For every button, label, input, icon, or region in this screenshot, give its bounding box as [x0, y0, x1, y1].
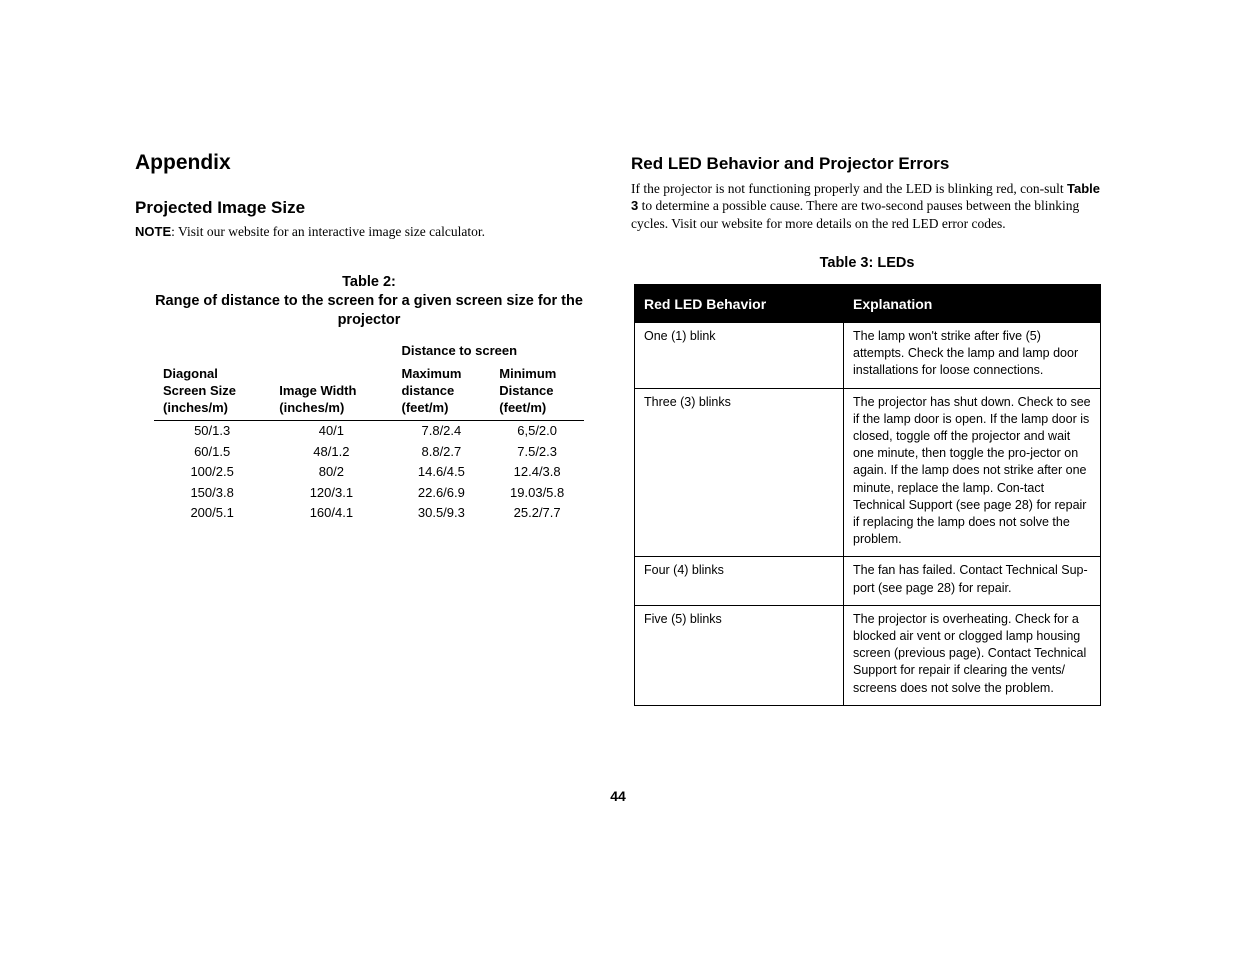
table3-header-explanation: Explanation	[844, 285, 1101, 323]
table2-cell: 200/5.1	[190, 505, 234, 520]
table2-column-header-line: distance	[401, 383, 455, 398]
table2-cell: 40/1	[318, 423, 345, 438]
table2-body	[154, 421, 584, 524]
table-row	[635, 557, 1101, 605]
table2-column-header	[154, 365, 270, 421]
para-text: to determine a possible cause. There are two-second pauses between the blinking cycles. Visit our website for more details on the red LED error codes.	[631, 198, 1080, 231]
table2-cell: 22.6/6.9	[417, 484, 465, 500]
table2-group-header: Distance to screen	[401, 343, 518, 358]
table2-cell: 14.6/4.5	[417, 464, 465, 479]
table-row	[635, 605, 1101, 705]
table2-cell: 6,5/2.0	[517, 423, 558, 438]
table2-caption-number: Table 2:	[342, 274, 396, 290]
led-explanation-cell: The projector has shut down. Check to see if the lamp door is open. If the lamp door is closed, toggle off the projector and wait one minute, then toggle the pro-jector on again. If the lamp does not strike after one minute, replace the lamp. Con-tact Technical Support (see page 28) for repair if replacing the lamp does not solve the problem.	[844, 388, 1101, 557]
table2-cell: 60/1.5	[194, 443, 231, 459]
table3-leds	[634, 284, 1101, 706]
table2-cell: 8.8/2.7	[421, 443, 462, 459]
led-behavior-cell: One (1) blink	[635, 323, 844, 389]
table2-column-header-line: Diagonal	[163, 366, 218, 381]
table2-column-header-line: Minimum	[499, 366, 557, 381]
table2-cell: 7.5/2.3	[517, 443, 558, 459]
page-title: Appendix	[135, 151, 231, 174]
note-body: : Visit our website for an interactive image size calculator.	[171, 224, 485, 239]
led-explanation-cell: The projector is overheating. Check for a blocked air vent or clogged lamp housing screen (previous page). Contact Technical Support for repair if clearing the vents/ screens does not solve the problem.	[844, 605, 1101, 705]
led-explanation-cell: The lamp won't strike after five (5) attempts. Check the lamp and lamp door installations for loose connections.	[844, 323, 1101, 389]
led-behavior-cell: Three (3) blinks	[635, 388, 844, 557]
table2-cell: 30.5/9.3	[417, 505, 465, 520]
table2-column-header	[392, 365, 490, 421]
led-behavior-cell: Five (5) blinks	[635, 605, 844, 705]
section-heading-led: Red LED Behavior and Projector Errors	[631, 154, 950, 173]
table2-cell: 120/3.1	[309, 484, 354, 500]
table2-column-header-line: Image Width	[279, 383, 357, 398]
table3-reference: Table 3	[631, 181, 1101, 214]
table-row	[154, 503, 584, 524]
note-label: NOTE	[135, 224, 172, 239]
section-heading-image-size: Projected Image Size	[135, 198, 306, 217]
table2-header-spacer	[270, 342, 392, 365]
table2-column-header-line: (feet/m)	[499, 400, 547, 415]
table2-column-header-line: Screen Size	[163, 383, 236, 398]
table2-column-header	[490, 365, 584, 421]
table-row	[635, 388, 1101, 557]
page-number: 44	[610, 788, 626, 804]
table2-cell: 80/2	[318, 464, 345, 479]
table2-header-row	[154, 365, 584, 421]
table2-cell: 7.8/2.4	[421, 423, 462, 438]
table2-column-header	[270, 365, 392, 421]
para-text: If the projector is not functioning properly and the LED is blinking red, con-sult	[631, 181, 1068, 196]
note-text	[135, 224, 605, 240]
table2-cell: 50/1.3	[194, 423, 231, 438]
table2-column-header-line: (inches/m)	[163, 400, 229, 415]
table2-cell: 12.4/3.8	[513, 464, 561, 479]
table2-column-header-line: Maximum	[401, 366, 462, 381]
led-intro-paragraph	[631, 180, 1103, 232]
table2-cell: 100/2.5	[190, 464, 234, 479]
table-row	[635, 323, 1101, 389]
table-row	[154, 462, 584, 483]
table3-body	[635, 323, 1101, 706]
table3-header-row	[635, 285, 1101, 323]
table2-cell: 48/1.2	[313, 443, 350, 459]
table2-cell: 25.2/7.7	[513, 505, 561, 520]
table2-cell: 160/4.1	[309, 505, 354, 520]
led-behavior-cell: Four (4) blinks	[635, 557, 844, 605]
led-explanation-cell: The fan has failed. Contact Technical Sup-port (see page 28) for repair.	[844, 557, 1101, 605]
table-row	[154, 442, 584, 463]
table-row	[154, 483, 584, 504]
table2-cell: 19.03/5.8	[510, 484, 565, 500]
table3-header-behavior: Red LED Behavior	[635, 285, 844, 323]
table2-column-header-line: Distance	[499, 383, 554, 398]
table2-column-header-line: (inches/m)	[279, 400, 345, 415]
table2-header-spacer	[154, 342, 270, 365]
table2-distance	[154, 342, 584, 524]
table2-cell: 150/3.8	[190, 484, 234, 500]
table3-caption: Table 3: LEDs	[819, 255, 915, 271]
table-row	[154, 421, 584, 442]
table2-caption-title: Range of distance to the screen for a given screen size for the projector	[155, 293, 583, 328]
table2-column-header-line: (feet/m)	[401, 400, 449, 415]
table2-caption	[140, 273, 598, 330]
